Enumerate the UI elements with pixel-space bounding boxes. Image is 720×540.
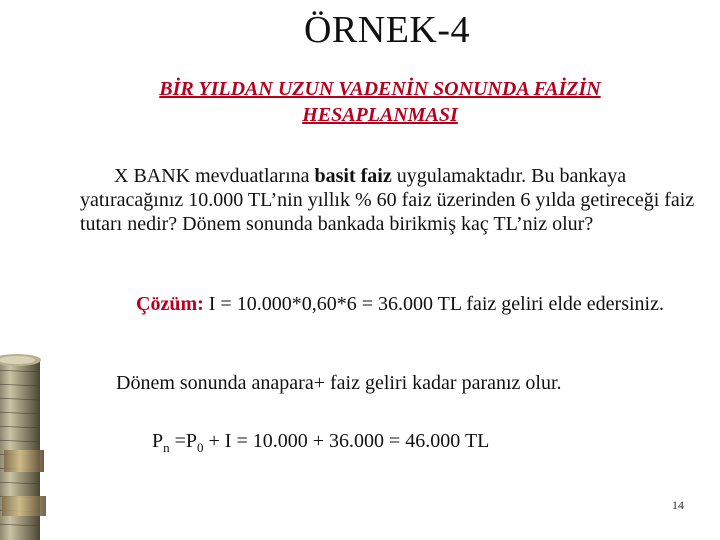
subtitle-line-2: HESAPLANMASI bbox=[302, 104, 458, 126]
coin-stack-icon bbox=[0, 300, 60, 540]
formula-eq: =P bbox=[169, 430, 198, 452]
problem-paragraph bbox=[80, 164, 710, 236]
formula-rest: + I = 10.000 + 36.000 = 46.000 TL bbox=[203, 430, 490, 452]
problem-bold: basit faiz bbox=[314, 165, 392, 187]
formula-sub-n: n bbox=[163, 440, 170, 455]
formula-sub-0: 0 bbox=[197, 440, 204, 455]
solution-text: I = 10.000*0,60*6 = 36.000 TL faiz geliri elde edersiniz. bbox=[203, 293, 664, 315]
formula bbox=[152, 430, 489, 456]
slide-subtitle bbox=[60, 76, 700, 128]
problem-text-2: uygulamaktadır. Bu bankaya yatıracağınız 10.000 TL’nin yıllık % 60 faiz üzerinden 6 yılda getireceği faiz tutarı nedir? Dönem sonunda bankada birikmiş kaç TL’niz olur? bbox=[80, 165, 695, 235]
subtitle-line-1: BİR YILDAN UZUN VADENİN SONUNDA FAİZİN bbox=[159, 78, 601, 100]
problem-text-1: X BANK mevduatlarına bbox=[114, 165, 315, 187]
formula-p: P bbox=[152, 430, 164, 452]
slide-title: ÖRNEK-4 bbox=[303, 9, 471, 51]
page-number: 14 bbox=[672, 498, 684, 512]
period-end-text: Dönem sonunda anapara+ faiz geliri kadar paranız olur. bbox=[116, 372, 562, 394]
solution-paragraph bbox=[80, 292, 710, 316]
solution-label: Çözüm: bbox=[136, 293, 204, 315]
